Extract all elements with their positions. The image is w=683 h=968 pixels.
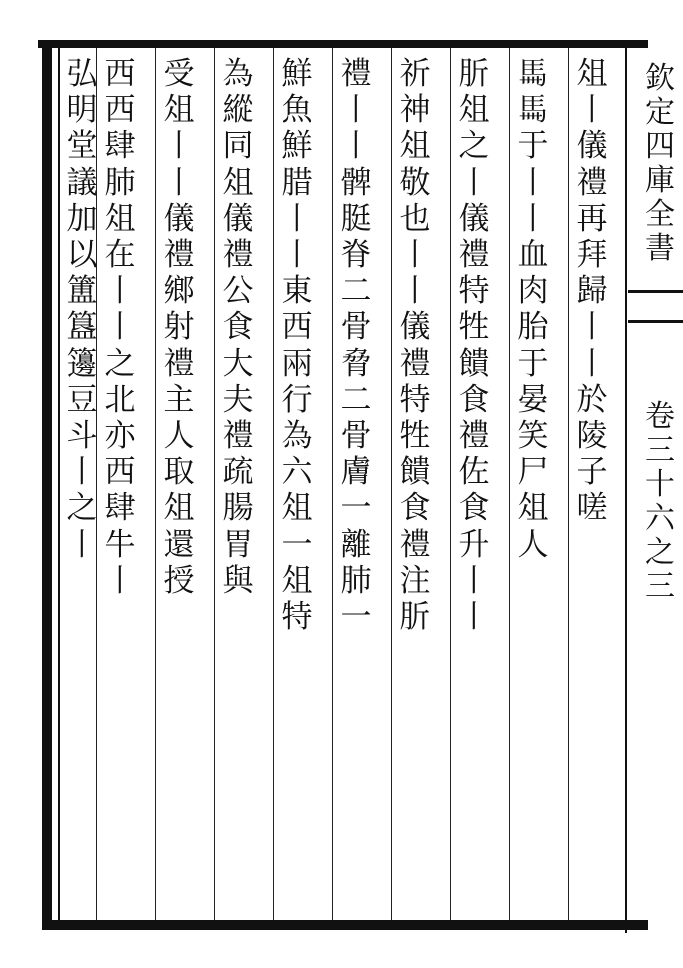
text-char: 牛 [104,526,136,563]
text-char: 升 [458,526,490,563]
text-char: 牲 [458,309,490,346]
text-char: 丨 [163,128,195,165]
column-rule [509,48,510,920]
column-rule [214,48,215,920]
text-char: 禮 [458,418,490,455]
text-char: 公 [222,273,254,310]
text-char: 饋 [458,345,490,382]
text-char: 丨 [458,599,490,636]
text-char: 禮 [399,345,431,382]
tab-char: 之 [645,535,675,570]
text-char: 東 [281,273,313,310]
text-char: 膚 [340,454,372,491]
text-char: 食 [458,490,490,527]
text-char: 丨 [66,526,98,563]
tab-char: 六 [645,501,675,536]
text-char: 明 [66,92,98,129]
text-char: 魚 [281,92,313,129]
text-char: 𩡧 [517,56,549,92]
text-char: 儀 [222,200,254,237]
column-rule [450,48,451,920]
margin-tab-volume [640,400,680,604]
text-char: 丨 [517,200,549,237]
text-char: 在 [104,237,136,274]
text-char: 禮 [576,164,608,201]
text-column [98,56,142,916]
text-char: 丨 [458,164,490,201]
text-char: 西 [281,309,313,346]
text-char: 嗟 [576,490,608,527]
text-char: 食 [222,309,254,346]
text-char: 血 [517,237,549,274]
text-char: 佐 [458,454,490,491]
text-char: 丨 [399,273,431,310]
text-char: 丨 [399,237,431,274]
text-char: 子 [576,454,608,491]
text-char: 于 [517,128,549,165]
tab-char: 定 [645,95,675,130]
margin-tab-divider [628,320,683,323]
text-char: 同 [222,128,254,165]
text-char: 骨 [340,418,372,455]
text-char: 禮 [222,237,254,274]
text-char: 丨 [104,562,136,599]
text-char: 一 [340,490,372,527]
column-rule [155,48,156,920]
text-char: 加 [66,200,98,237]
text-char: 歸 [576,273,608,310]
text-char: 注 [399,562,431,599]
text-char: 陵 [576,418,608,455]
text-char: 主 [163,381,195,418]
text-char: 儀 [458,200,490,237]
text-char: 拜 [576,237,608,274]
text-char: 丨 [281,200,313,237]
text-char: 肺 [104,164,136,201]
text-char: 鄉 [163,273,195,310]
text-char: 脊 [340,237,372,274]
tab-char: 全 [645,197,675,232]
text-char: 授 [163,562,195,599]
text-char: 縱 [222,92,254,129]
text-char: 𩡧 [517,92,549,129]
text-char: 胎 [517,309,549,346]
text-char: 俎 [517,490,549,527]
text-char: 俎 [399,128,431,165]
text-char: 堂 [66,128,98,165]
text-char: 髀 [340,164,372,201]
text-char: 禮 [163,345,195,382]
text-char: 腊 [281,164,313,201]
text-char: 特 [281,599,313,636]
tab-char: 四 [645,129,675,164]
text-char: 丨 [576,92,608,129]
text-char: 六 [281,454,313,491]
text-char: 牲 [399,418,431,455]
text-char: 北 [104,381,136,418]
frame-top-border [38,40,648,48]
text-char: 二 [340,381,372,418]
text-char: 行 [281,381,313,418]
text-char: 腸 [222,490,254,527]
tab-char: 欽 [645,61,675,96]
text-char: 之 [66,490,98,527]
text-column [275,56,319,916]
text-char: 肆 [104,128,136,165]
text-char: 人 [163,418,195,455]
text-column [334,56,378,916]
text-char: 議 [66,164,98,201]
tab-char: 十 [645,467,675,502]
text-char: 弘 [66,56,98,92]
text-char: 簋 [66,309,98,346]
text-column [511,56,555,916]
column-rule [391,48,392,920]
text-char: 食 [458,381,490,418]
text-column [157,56,201,916]
text-char: 饋 [399,454,431,491]
text-char: 丨 [576,345,608,382]
tab-char: 庫 [645,163,675,198]
text-char: 肉 [517,273,549,310]
text-column [216,56,260,916]
text-char: 籩 [66,345,98,382]
text-char: 丨 [340,92,372,129]
text-char: 儀 [163,200,195,237]
tab-char: 三 [645,569,675,604]
text-char: 特 [458,273,490,310]
text-char: 人 [517,526,549,563]
text-char: 之 [458,128,490,165]
text-char: 俎 [104,200,136,237]
text-char: 食 [399,490,431,527]
text-char: 祈 [399,56,431,92]
text-char: 禮 [222,418,254,455]
text-char: 俎 [163,490,195,527]
text-char: 受 [163,56,195,92]
text-char: 俎 [222,164,254,201]
text-char: 與 [222,562,254,599]
tab-char: 書 [645,231,675,266]
text-char: 於 [576,381,608,418]
text-char: 丨 [104,309,136,346]
text-char: 一 [340,599,372,636]
text-char: 鮮 [281,128,313,165]
text-char: 丨 [458,562,490,599]
text-char: 為 [281,418,313,455]
text-char: 于 [517,345,549,382]
text-char: 西 [104,454,136,491]
text-char: 肵 [399,599,431,636]
text-char: 豆 [66,381,98,418]
tab-char: 三 [645,433,675,468]
text-char: 離 [340,526,372,563]
text-char: 儀 [576,128,608,165]
text-char: 特 [399,381,431,418]
text-char: 亦 [104,418,136,455]
text-char: 兩 [281,345,313,382]
column-rule [273,48,274,920]
text-char: 西 [104,56,136,92]
text-char: 晏 [517,381,549,418]
text-char: 肵 [458,56,490,92]
text-char: 丨 [340,128,372,165]
text-char: 丨 [281,237,313,274]
text-char: 丨 [576,309,608,346]
text-char: 俎 [458,92,490,129]
text-char: 神 [399,92,431,129]
text-column [393,56,437,916]
text-char: 射 [163,309,195,346]
text-char: 斗 [66,418,98,455]
text-char: 肆 [104,490,136,527]
tab-char: 卷 [645,399,675,434]
text-char: 簠 [66,273,98,310]
text-char: 一 [281,526,313,563]
text-char: 俎 [163,92,195,129]
frame-left-border [42,40,52,930]
text-char: 敬 [399,164,431,201]
text-char: 還 [163,526,195,563]
text-column [60,56,104,916]
text-char: 大 [222,345,254,382]
text-char: 取 [163,454,195,491]
column-rule [332,48,333,920]
text-char: 骨 [340,309,372,346]
text-char: 丨 [104,273,136,310]
text-char: 丨 [517,164,549,201]
text-column [452,56,496,916]
margin-tab-title [640,62,680,266]
text-char: 胃 [222,526,254,563]
text-char: 丨 [66,454,98,491]
text-char: 俎 [281,562,313,599]
text-char: 再 [576,200,608,237]
text-char: 笑 [517,418,549,455]
text-char: 尸 [517,454,549,491]
margin-tab-edge [625,48,627,933]
text-char: 西 [104,92,136,129]
text-char: 之 [104,345,136,382]
text-char: 禮 [458,237,490,274]
text-char: 鮮 [281,56,313,92]
frame-bottom-border [48,920,648,930]
text-char: 禮 [163,237,195,274]
text-char: 俎 [281,490,313,527]
text-char: 以 [66,237,98,274]
text-char: 夫 [222,381,254,418]
text-char: 禮 [399,526,431,563]
column-rule [568,48,569,920]
text-char: 儀 [399,309,431,346]
text-char: 脡 [340,200,372,237]
text-char: 禮 [340,56,372,92]
text-char: 疏 [222,454,254,491]
text-char: 為 [222,56,254,92]
text-char: 也 [399,200,431,237]
text-column [570,56,614,916]
text-char: 丨 [163,164,195,201]
margin-tab-divider [628,290,683,293]
text-char: 脅 [340,345,372,382]
text-char: 肺 [340,562,372,599]
text-char: 俎 [576,56,608,92]
text-char: 二 [340,273,372,310]
